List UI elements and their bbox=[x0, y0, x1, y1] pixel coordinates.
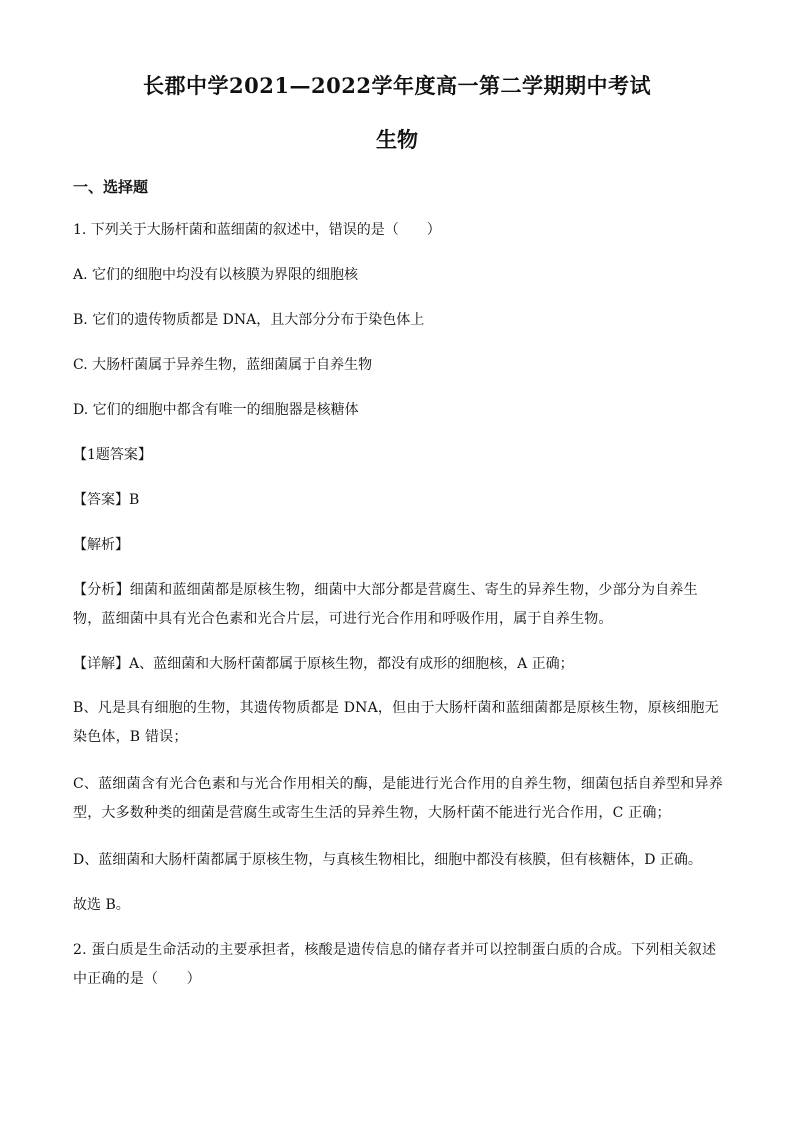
q1-answer-header: 【1题答案】 bbox=[73, 447, 152, 463]
q1-stem: 1. 下列关于大肠杆菌和蓝细菌的叙述中，错误的是（ ） bbox=[73, 222, 441, 238]
q1-option-c: C. 大肠杆菌属于异养生物，蓝细菌属于自养生物 bbox=[73, 357, 373, 373]
q1-answer: 【答案】B bbox=[73, 492, 140, 508]
q1-analysis: 【分析】细菌和蓝细菌都是原核生物，细菌中大部分都是营腐生、寄生的异养生物，少部分为自养生物，蓝细菌中具有光合色素和光合片层，可进行光合作用和呼吸作用，属于自养生物。 bbox=[73, 582, 698, 627]
exam-title: 长郡中学2021—2022学年度高一第二学期期中考试 bbox=[143, 73, 651, 98]
q1-conclusion: 故选 B。 bbox=[73, 897, 130, 913]
q1-detail-a: 【详解】A、蓝细菌和大肠杆菌都属于原核生物，都没有成形的细胞核，A 正确； bbox=[73, 656, 574, 672]
q1-detail-c: C、蓝细菌含有光合色素和与光合作用相关的酶，是能进行光合作用的自养生物，细菌包括自养型和异养型，大多数种类的细菌是营腐生或寄生生活的异养生物，大肠杆菌不能进行光合作用，C 正确； bbox=[73, 776, 723, 821]
section-heading: 一、选择题 bbox=[73, 178, 149, 196]
q1-detail-d: D、蓝细菌和大肠杆菌都属于原核生物，与真核生物相比，细胞中都没有核膜，但有核糖体，D 正确。 bbox=[73, 852, 702, 868]
q1-analysis-header: 【解析】 bbox=[73, 537, 129, 553]
q1-option-d: D. 它们的细胞中都含有唯一的细胞器是核糖体 bbox=[73, 402, 359, 418]
q1-option-b: B. 它们的遗传物质都是 DNA，且大部分分布于染色体上 bbox=[73, 312, 425, 328]
subject-title: 生物 bbox=[376, 127, 418, 152]
q2-stem: 2. 蛋白质是生命活动的主要承担者，核酸是遗传信息的储存者并可以控制蛋白质的合成。下列相关叙述中正确的是（ ） bbox=[73, 942, 717, 987]
q1-option-a: A. 它们的细胞中均没有以核膜为界限的细胞核 bbox=[73, 267, 359, 283]
q1-detail-b: B、凡是具有细胞的生物，其遗传物质都是 DNA，但由于大肠杆菌和蓝细菌都是原核生物，原核细胞无染色体，B 错误； bbox=[73, 700, 719, 745]
